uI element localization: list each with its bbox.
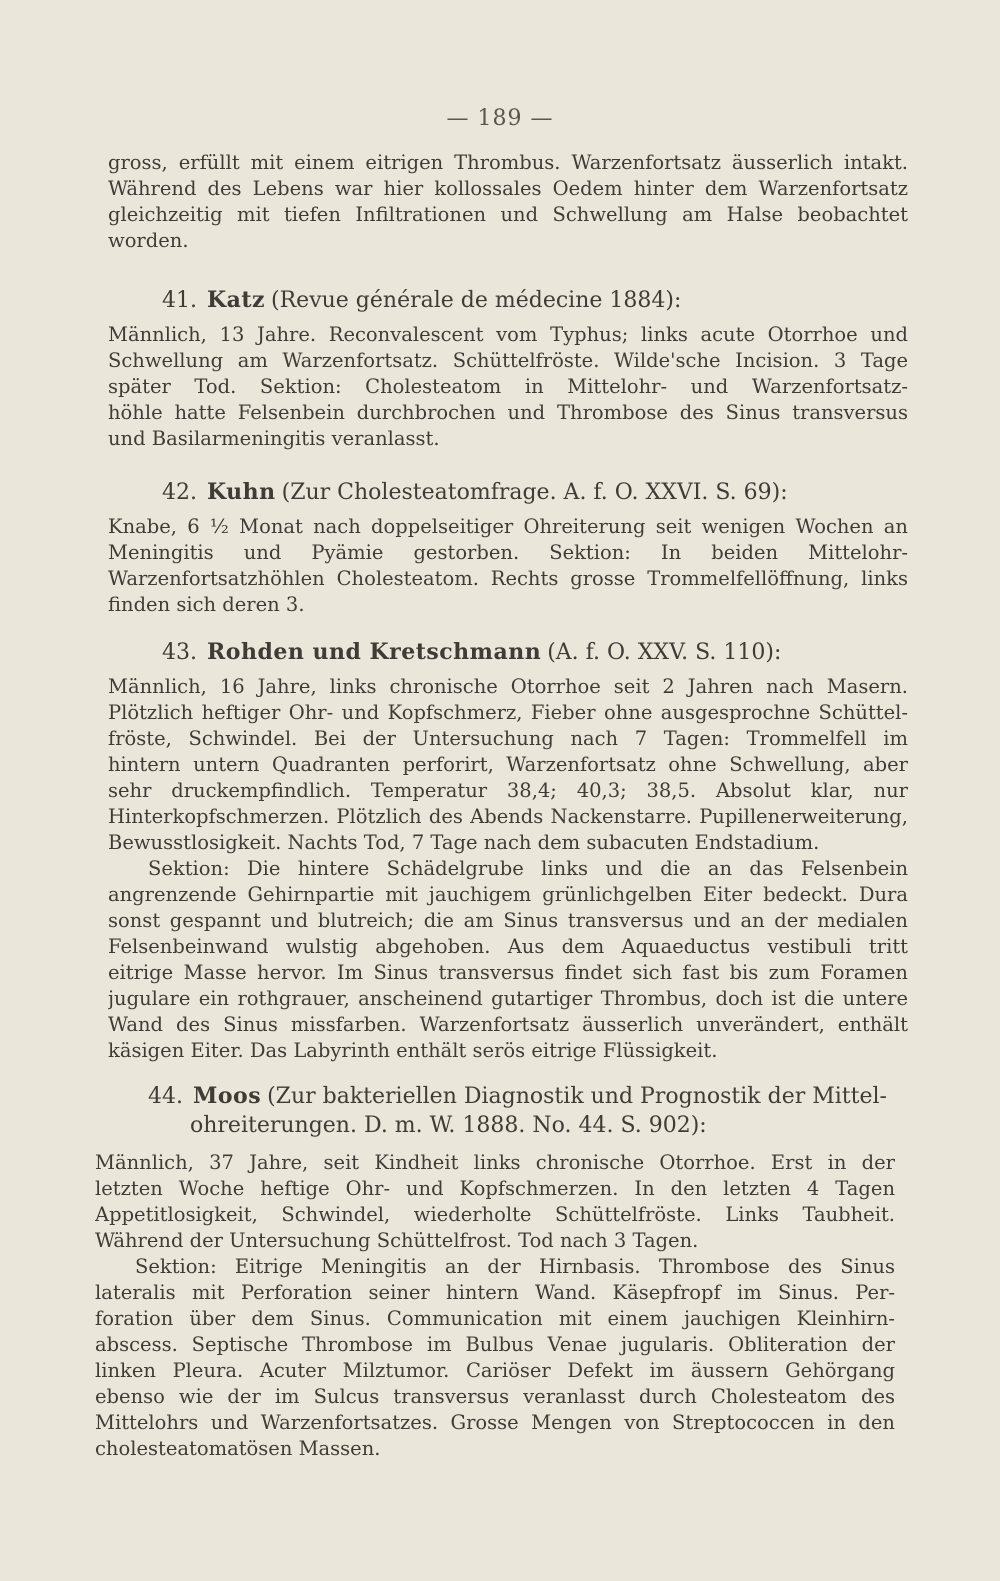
text-line: ebenso wie der im Sulcus transversus veranlasst durch Cholesteatom des [95, 1385, 895, 1408]
case-number: 43. [162, 640, 197, 665]
text-line: worden. [108, 229, 189, 252]
text-line: eitrige Masse hervor. Im Sinus transversus findet sich fast bis zum Foramen [108, 961, 908, 984]
text-line: Mittelohrs und Warzenfortsatzes. Grosse Mengen von Streptococcen in den [95, 1411, 895, 1434]
text-line: sehr druckempfindlich. Temperatur 38,4; 40,3; 38,5. Absolut klar, nur [108, 779, 908, 802]
case-42-body [108, 514, 908, 618]
text-line: angrenzende Gehirnpartie mit jauchigem grünlichgelben Eiter bedeckt. Dura [108, 883, 908, 906]
case-43-heading [162, 638, 781, 667]
text-line: Wand des Sinus missfarben. Warzenfortsatz äusserlich unverändert, enthält [108, 1013, 908, 1036]
case-number: 44. [148, 1084, 183, 1109]
text-line: Plötzlich heftiger Ohr- und Kopfschmerz, Fieber ohne ausgesprochne Schüttel- [108, 701, 908, 724]
text-line: Männlich, 13 Jahre. Reconvalescent vom Typhus; links acute Otorrhoe und [108, 323, 908, 346]
text-line: finden sich deren 3. [108, 593, 305, 616]
page-number: — 189 — [446, 106, 554, 131]
text-line: abscess. Septische Thrombose im Bulbus Venae jugularis. Obliteration der [95, 1333, 895, 1356]
text-line: gleichzeitig mit tiefen Infiltrationen und Schwellung am Halse beobachtet [108, 203, 908, 226]
text-line: Sektion: Die hintere Schädelgrube links und die an das Felsenbein [148, 857, 908, 880]
text-line: letzten Woche heftige Ohr- und Kopfschmerzen. In den letzten 4 Tagen [95, 1177, 895, 1200]
case-author: Kuhn [207, 479, 276, 505]
text-line: Knabe, 6 ½ Monat nach doppelseitiger Ohreiterung seit wenigen Wochen an [108, 515, 908, 538]
case-42-heading [162, 478, 788, 507]
text-line: cholesteatomatösen Massen. [95, 1437, 381, 1460]
case-44-heading [148, 1082, 887, 1111]
text-line: gross, erfüllt mit einem eitrigen Thrombus. Warzenfortsatz äusserlich intakt. [108, 151, 908, 174]
text-line: Während der Untersuchung Schüttelfrost. Tod nach 3 Tagen. [95, 1229, 699, 1252]
text-line: Appetitlosigkeit, Schwindel, wiederholte Schüttelfröste. Links Taubheit. [95, 1203, 895, 1226]
case-41-heading [162, 286, 681, 315]
text-line: später Tod. Sektion: Cholesteatom in Mittelohr- und Warzenfortsatz- [108, 375, 908, 398]
text-line: Bewusstlosigkeit. Nachts Tod, 7 Tage nach dem subacuten Endstadium. [108, 831, 820, 854]
case-source: (Revue générale de médecine 1884): [271, 288, 682, 313]
case-source: (A. f. O. XXV. S. 110): [547, 640, 782, 665]
text-line: käsigen Eiter. Das Labyrinth enthält serös eitrige Flüssigkeit. [108, 1039, 718, 1062]
text-line: Männlich, 16 Jahre, links chronische Otorrhoe seit 2 Jahren nach Masern. [108, 675, 908, 698]
text-line: linken Pleura. Acuter Milztumor. Cariöser Defekt im äussern Gehörgang [95, 1359, 895, 1382]
case-author: Moos [193, 1083, 262, 1109]
text-line: Felsenbeinwand wulstig abgehoben. Aus dem Aquaeductus vestibuli tritt [108, 935, 908, 958]
case-number: 41. [162, 288, 197, 313]
text-line: sonst gespannt und blutreich; die am Sinus transversus und an der medialen [108, 909, 908, 932]
text-line: lateralis mit Perforation seiner hintern Wand. Käsepfropf im Sinus. Per- [95, 1281, 895, 1304]
case-author: Katz [207, 287, 266, 313]
case-44-heading-cont [190, 1112, 707, 1140]
text-line: Sektion: Eitrige Meningitis an der Hirnbasis. Thrombose des Sinus [135, 1255, 895, 1278]
case-44-body [95, 1150, 895, 1462]
text-line: fröste, Schwindel. Bei der Untersuchung nach 7 Tagen: Trommelfell im [108, 727, 908, 750]
case-43-body [108, 674, 908, 1064]
text-line: Männlich, 37 Jahre, seit Kindheit links chronische Otorrhoe. Erst in der [95, 1151, 895, 1174]
text-line: Während des Lebens war hier kollossales Oedem hinter dem Warzenfortsatz [108, 177, 908, 200]
text-line: Schwellung am Warzenfortsatz. Schüttelfröste. Wilde'sche Incision. 3 Tage [108, 349, 908, 372]
text-line: jugulare ein rothgrauer, anscheinend gutartiger Thrombus, doch ist die untere [108, 987, 908, 1010]
case-number: 42. [162, 480, 197, 505]
text-line: hintern untern Quadranten perforirt, Warzenfortsatz ohne Schwellung, aber [108, 753, 908, 776]
intro-paragraph [108, 150, 908, 254]
case-41-body [108, 322, 908, 452]
text-line: höhle hatte Felsenbein durchbrochen und Thrombose des Sinus transversus [108, 401, 908, 424]
text-line: Meningitis und Pyämie gestorben. Sektion: In beiden Mittelohr- [108, 541, 908, 564]
text-line: Warzenfortsatzhöhlen Cholesteatom. Rechts grosse Trommelfellöffnung, links [108, 567, 908, 590]
case-source: (Zur bakteriellen Diagnostik und Prognostik der Mittel- [267, 1084, 887, 1109]
text-line: und Basilarmeningitis veranlasst. [108, 427, 440, 450]
text-line: Hinterkopfschmerzen. Plötzlich des Abends Nackenstarre. Pupillenerweiterung, [108, 805, 908, 828]
text-line: foration über dem Sinus. Communication mit einem jauchigen Kleinhirn- [95, 1307, 895, 1330]
case-source-continued: ohreiterungen. D. m. W. 1888. No. 44. S. 902): [190, 1113, 707, 1138]
case-author: Rohden und Kretschmann [207, 639, 542, 665]
case-source: (Zur Cholesteatomfrage. A. f. O. XXVI. S. 69): [281, 480, 788, 505]
